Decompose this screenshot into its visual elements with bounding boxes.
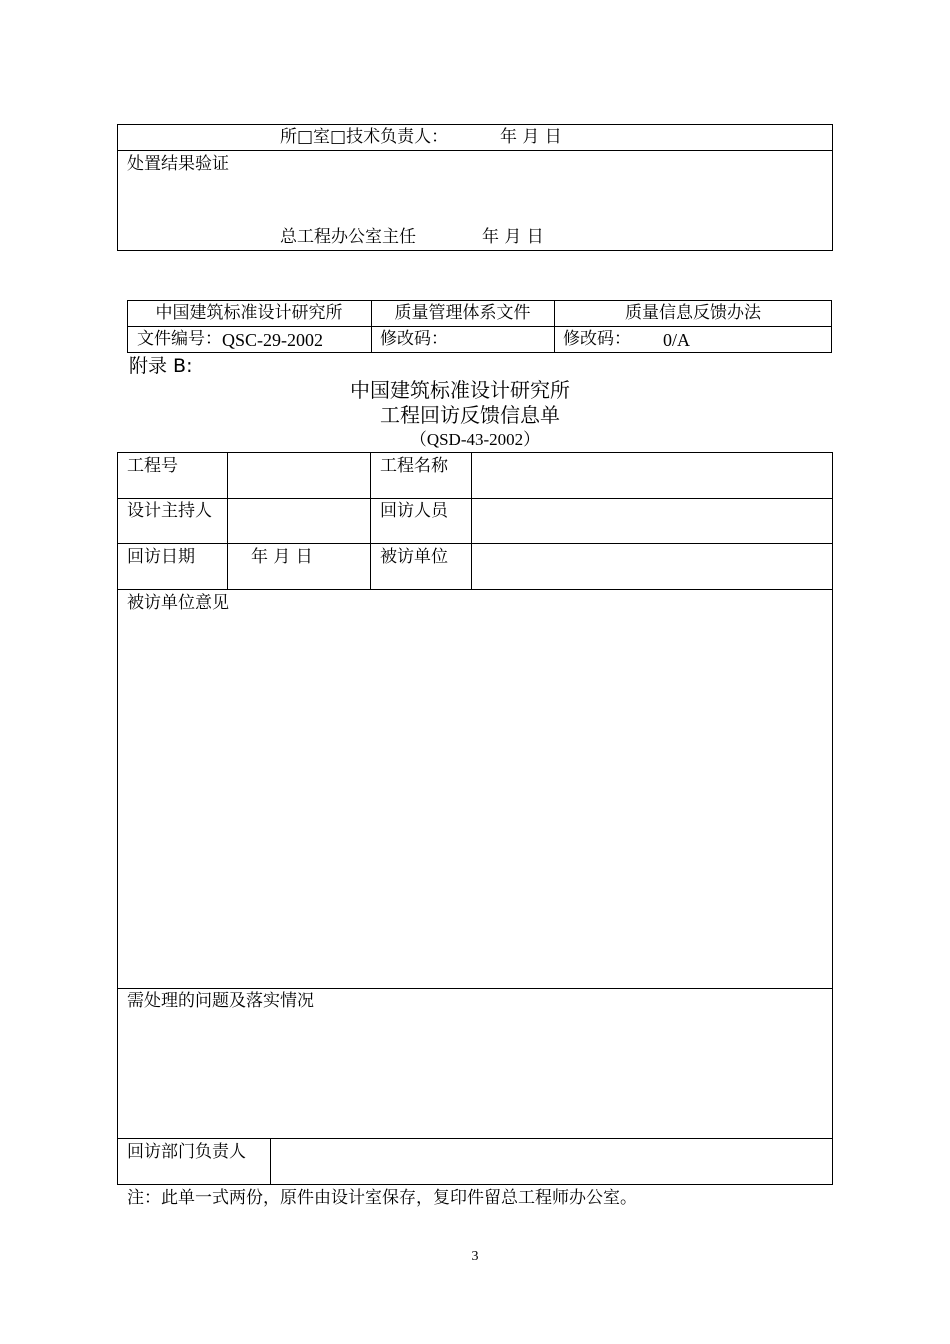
tech-lead-date: 年 月 日 xyxy=(500,127,562,147)
project-no-label: 工程号 xyxy=(127,456,178,476)
top-form-table xyxy=(117,124,833,251)
visit-staff-label: 回访人员 xyxy=(380,501,448,521)
visited-opinion-label: 被访单位意见 xyxy=(127,593,229,613)
rev-label-1: 修改码： xyxy=(380,329,448,349)
chief-office-date: 年 月 日 xyxy=(482,227,544,247)
design-lead-value[interactable] xyxy=(228,499,369,542)
chief-office-label: 总工程办公室主任 xyxy=(280,227,416,247)
doc-header-row-divider xyxy=(127,326,832,327)
file-no-label: 文件编号： xyxy=(137,329,222,349)
page-number: 3 xyxy=(471,1249,479,1264)
dept-lead-value[interactable] xyxy=(271,1139,832,1184)
appendix-label: 附录 B: xyxy=(129,355,193,377)
form-row-divider-4 xyxy=(117,988,833,989)
rev-value: 0/A xyxy=(663,330,690,350)
project-name-value[interactable] xyxy=(472,453,832,497)
design-lead-label: 设计主持人 xyxy=(127,501,212,521)
visit-staff-value[interactable] xyxy=(472,499,832,542)
tech-lead-line: 所□室□技术负责人： xyxy=(280,127,449,147)
form-row-divider-3 xyxy=(117,589,833,590)
top-form-divider xyxy=(117,150,833,151)
project-no-value[interactable] xyxy=(228,453,369,497)
form-col-divider-2 xyxy=(370,452,371,589)
issues-label: 需处理的问题及落实情况 xyxy=(127,991,314,1011)
dept-lead-label: 回访部门负责人 xyxy=(127,1142,246,1162)
issues-area[interactable] xyxy=(118,1013,832,1137)
appendix-code: （QSD-43-2002） xyxy=(409,430,541,449)
project-name-label: 工程名称 xyxy=(380,456,448,476)
verify-label: 处置结果验证 xyxy=(127,154,229,174)
rev-label-2: 修改码： xyxy=(563,329,631,349)
visited-opinion-area[interactable] xyxy=(118,615,832,987)
visit-date-label: 回访日期 xyxy=(127,547,195,567)
appendix-title: 工程回访反馈信息单 xyxy=(380,403,560,427)
visited-unit-label: 被访单位 xyxy=(380,547,448,567)
doc-title: 质量信息反馈办法 xyxy=(625,303,761,323)
visited-unit-value[interactable] xyxy=(472,544,832,588)
file-no: QSC-29-2002 xyxy=(222,330,324,350)
footnote: 注：此单一式两份，原件由设计室保存，复印件留总工程师办公室。 xyxy=(127,1188,637,1208)
doc-system: 质量管理体系文件 xyxy=(394,303,531,323)
visit-date-value: 年 月 日 xyxy=(251,547,313,567)
doc-org: 中国建筑标准设计研究所 xyxy=(155,303,343,323)
appendix-org: 中国建筑标准设计研究所 xyxy=(350,378,570,402)
